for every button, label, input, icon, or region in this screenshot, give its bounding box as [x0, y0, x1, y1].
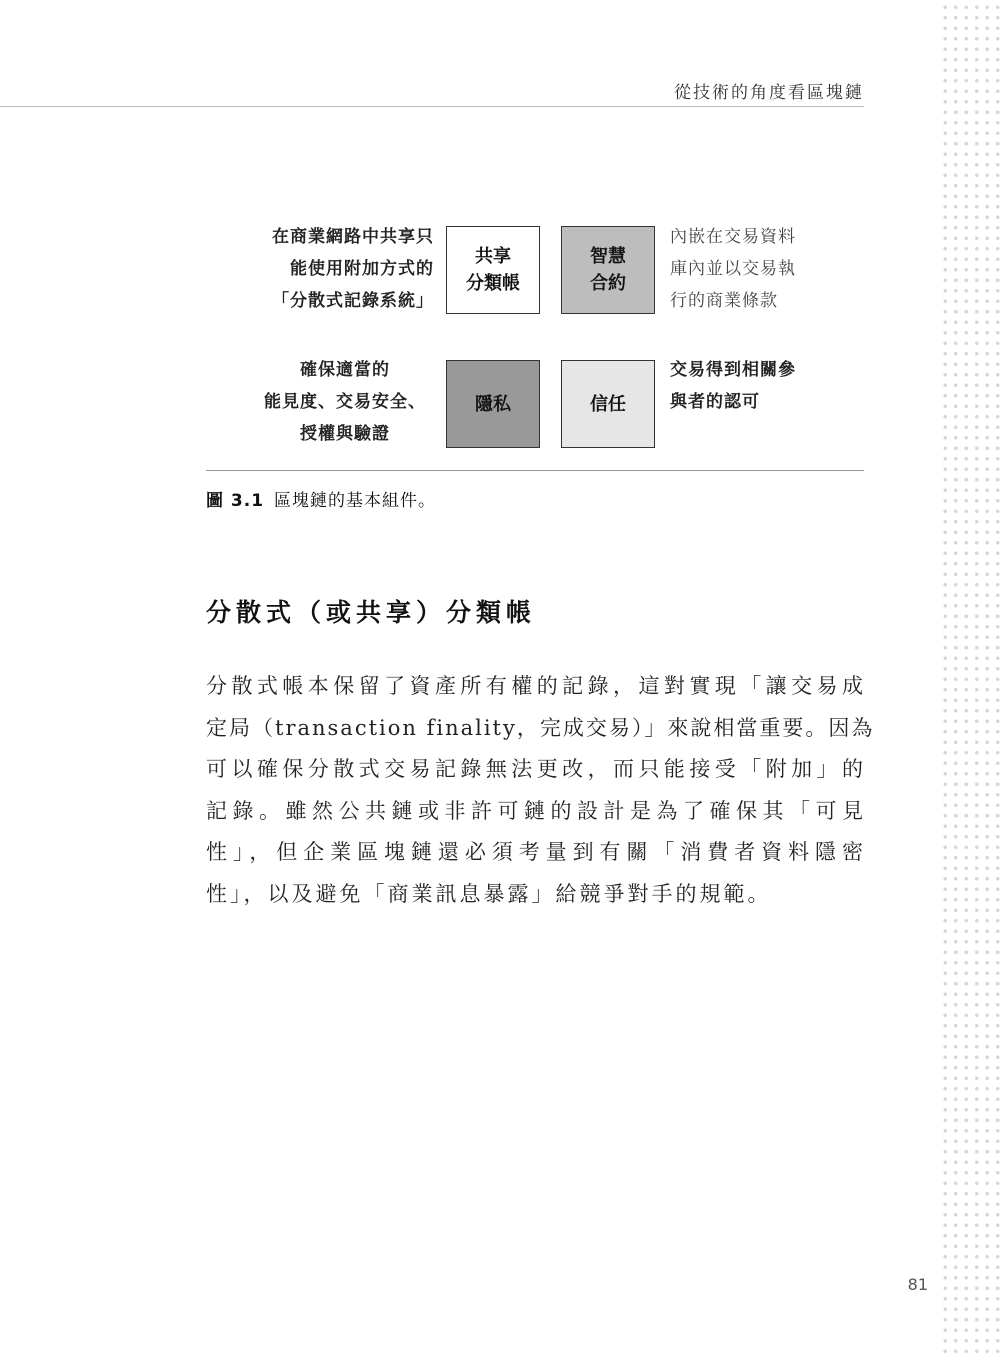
label-right-top-line-2: 庫內並以交易執	[670, 259, 796, 279]
label-left-bottom-line-1: 確保適當的	[300, 360, 390, 380]
label-left-bottom	[250, 354, 440, 450]
label-right-top-line-3: 行的商業條款	[670, 291, 778, 311]
figure-caption-label: 圖 3.1	[206, 491, 265, 511]
label-right-bottom-line-1: 交易得到相關參	[670, 360, 796, 380]
box-privacy-label: 隱私	[475, 393, 511, 415]
body-line-3: 可以確保分散式交易記錄無法更改，而只能接受「附加」的	[206, 757, 866, 781]
body-paragraph	[206, 666, 875, 915]
label-right-bottom-line-2: 與者的認可	[670, 392, 760, 412]
box-shared-ledger	[446, 226, 540, 314]
box-smart-contract-line-1: 智慧	[590, 246, 626, 267]
figure-rule	[206, 470, 864, 471]
body-line-2: 定局（transaction finality，完成交易）」來說相當重要。因為	[206, 715, 875, 740]
body-line-1: 分散式帳本保留了資產所有權的記錄，這對實現「讓交易成	[206, 674, 866, 698]
label-left-top-line-1: 在商業網路中共享只	[272, 227, 434, 247]
label-left-bottom-line-3: 授權與驗證	[300, 424, 390, 444]
page-number: 81	[907, 1275, 928, 1294]
label-left-top-line-3: 「分散式記錄系統」	[272, 291, 434, 311]
dotted-margin-decoration	[938, 0, 1000, 1353]
label-left-bottom-line-2: 能見度、交易安全、	[264, 392, 426, 412]
box-shared-ledger-line-1: 共享	[475, 246, 511, 267]
body-line-4: 記錄。雖然公共鏈或非許可鏈的設計是為了確保其「可見	[206, 798, 866, 823]
label-right-top-line-1: 內嵌在交易資料	[670, 227, 796, 247]
figure-caption	[206, 486, 436, 511]
label-right-bottom	[670, 354, 796, 418]
body-line-6: 性」，以及避免「商業訊息暴露」給競爭對手的規範。	[206, 881, 772, 906]
section-title: 分散式（或共享）分類帳	[206, 598, 537, 627]
figure-caption-text: 區塊鏈的基本組件。	[274, 491, 437, 511]
running-header-title: 從技術的角度看區塊鏈	[674, 83, 864, 103]
box-privacy	[446, 360, 540, 448]
box-trust	[561, 360, 655, 448]
label-left-top	[214, 221, 434, 317]
box-trust-label: 信任	[590, 393, 626, 415]
box-smart-contract	[561, 226, 655, 314]
header-rule	[0, 106, 864, 107]
label-right-top	[670, 221, 796, 317]
box-shared-ledger-line-2: 分類帳	[466, 273, 520, 294]
body-line-5: 性」，但企業區塊鏈還必須考量到有關「消費者資料隱密	[206, 840, 866, 864]
box-smart-contract-line-2: 合約	[590, 273, 626, 294]
label-left-top-line-2: 能使用附加方式的	[290, 259, 434, 279]
